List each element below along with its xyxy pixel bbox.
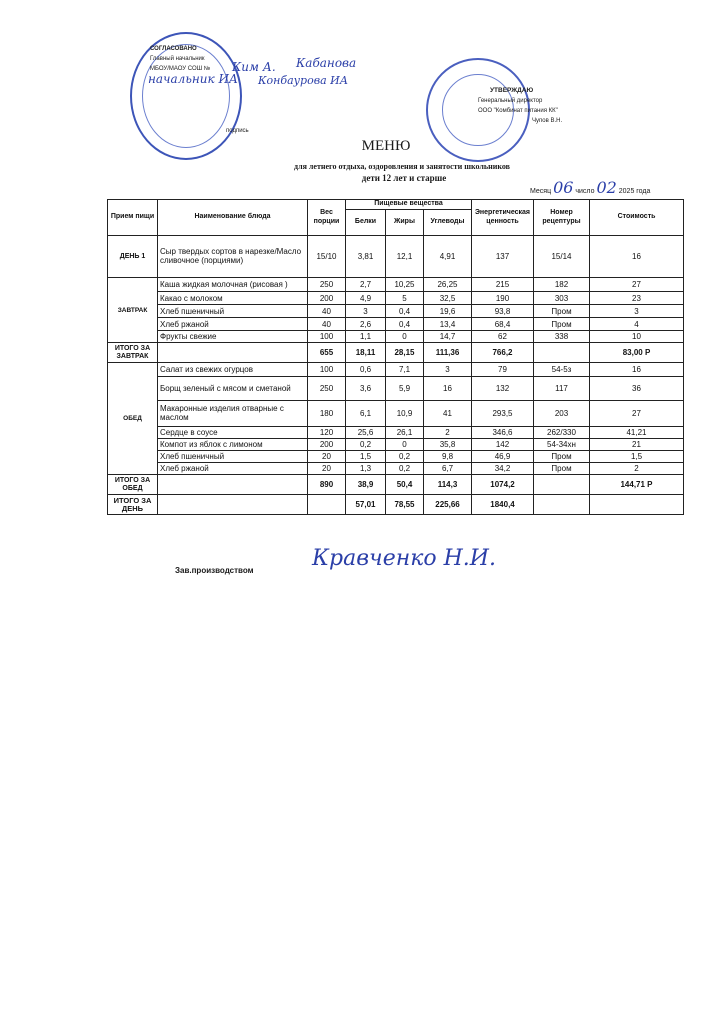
total-carbs: 114,3 [424,475,472,495]
recipe: 15/14 [534,236,590,278]
header-portion: Вес порции [308,200,346,236]
carbs: 3 [424,363,472,377]
fat: 0,2 [386,451,424,463]
dish-name: Хлеб ржаной [158,463,308,475]
month-label: Месяц [530,188,552,195]
portion: 20 [308,463,346,475]
portion: 100 [308,331,346,343]
production-manager-signature: Кравченко Н.И. [312,546,496,571]
carbs: 26,25 [424,278,472,292]
recipe: 54-5з [534,363,590,377]
month-value: 06 [553,178,574,197]
empty-cell [158,475,308,495]
carbs: 19,6 [424,305,472,318]
dish-name: Фрукты свежие [158,331,308,343]
protein: 1,1 [346,331,386,343]
table-header-row-1 [108,200,684,210]
left-stamp-handwriting-3: Кабанова [296,56,357,70]
header-nutrients: Пищевые вещества [346,200,472,210]
left-stamp-handwriting-4: Конбаурова ИА [258,74,349,87]
energy: 34,2 [472,463,534,475]
header-cost: Стоимость [590,200,684,236]
cost: 4 [590,318,684,331]
portion: 40 [308,305,346,318]
dish-name: Сыр твердых сортов в нарезке/Масло сливочное (порциями) [158,236,308,278]
total-cost: 83,00 Р [590,343,684,363]
energy: 62 [472,331,534,343]
carbs: 9,8 [424,451,472,463]
day-total-protein: 57,01 [346,495,386,515]
fat: 12,1 [386,236,424,278]
fat: 0,2 [386,463,424,475]
total-protein: 18,11 [346,343,386,363]
energy: 190 [472,292,534,305]
carbs: 14,7 [424,331,472,343]
protein: 3,6 [346,377,386,401]
empty-cell [590,495,684,515]
portion: 250 [308,377,346,401]
fat: 26,1 [386,427,424,439]
cost: 16 [590,363,684,377]
portion: 180 [308,401,346,427]
section-lunch: ОБЕД [108,363,158,475]
header-fat: Жиры [386,210,424,236]
energy: 68,4 [472,318,534,331]
portion: 200 [308,439,346,451]
table-row [108,439,684,451]
total-portion: 655 [308,343,346,363]
day-label: число [575,188,595,195]
empty-cell [534,495,590,515]
fat: 5 [386,292,424,305]
energy: 132 [472,377,534,401]
recipe: Пром [534,305,590,318]
fat: 0,4 [386,318,424,331]
energy: 346,6 [472,427,534,439]
cost: 21 [590,439,684,451]
carbs: 2 [424,427,472,439]
right-stamp-company: ООО "Комбинат питания КК" [478,108,558,114]
dish-name: Компот из яблок с лимоном [158,439,308,451]
carbs: 16 [424,377,472,401]
dish-name: Какао с молоком [158,292,308,305]
fat: 10,25 [386,278,424,292]
portion: 40 [308,318,346,331]
recipe: Пром [534,463,590,475]
cost: 10 [590,331,684,343]
table-row [108,278,684,292]
left-stamp-handwriting-1: Ким А. [232,60,276,74]
right-stamp-position: Генеральный директор [478,98,543,104]
fat: 0,4 [386,305,424,318]
header-recipe: Номер рецептуры [534,200,590,236]
production-manager-label: Зав.производством [175,566,254,575]
day-label: ДЕНЬ 1 [108,236,158,278]
day-total-fat: 78,55 [386,495,424,515]
section-breakfast: ЗАВТРАК [108,278,158,343]
total-fat: 50,4 [386,475,424,495]
fat: 10,9 [386,401,424,427]
year-suffix: 2025 года [618,188,651,195]
recipe: 54-34хн [534,439,590,451]
breakfast-total-row [108,343,684,363]
protein: 0,2 [346,439,386,451]
protein: 2,7 [346,278,386,292]
cost: 27 [590,278,684,292]
cost: 41,21 [590,427,684,439]
carbs: 13,4 [424,318,472,331]
carbs: 32,5 [424,292,472,305]
page-title: МЕНЮ [361,138,411,154]
header-meal: Прием пищи [108,200,158,236]
protein: 25,6 [346,427,386,439]
portion: 100 [308,363,346,377]
empty-cell [534,475,590,495]
total-protein: 38,9 [346,475,386,495]
day-total-carbs: 225,66 [424,495,472,515]
dish-name: Борщ зеленый с мясом и сметаной [158,377,308,401]
breakfast-total-label: ИТОГО ЗА ЗАВТРАК [108,343,158,363]
right-stamp-approved: УТВЕРЖДАЮ [490,87,534,94]
dish-name: Каша жидкая молочная (рисовая ) [158,278,308,292]
protein: 2,6 [346,318,386,331]
recipe: 203 [534,401,590,427]
empty-cell [158,495,308,515]
total-fat: 28,15 [386,343,424,363]
carbs: 4,91 [424,236,472,278]
header-carbs: Углеводы [424,210,472,236]
empty-cell [308,495,346,515]
total-portion: 890 [308,475,346,495]
left-stamp-chief: Главный начальник [150,56,205,62]
fat: 0 [386,331,424,343]
portion: 120 [308,427,346,439]
recipe: 262/330 [534,427,590,439]
fat: 5,9 [386,377,424,401]
header-energy: Энергетическая ценность [472,200,534,236]
lunch-total-row [108,475,684,495]
dish-name: Салат из свежих огурцов [158,363,308,377]
table-row [108,377,684,401]
energy: 142 [472,439,534,451]
left-stamp-signature-line: подпись [226,128,249,134]
table-row [108,401,684,427]
energy: 46,9 [472,451,534,463]
table-row [108,318,684,331]
dish-name: Хлеб ржаной [158,318,308,331]
dish-name: Хлеб пшеничный [158,305,308,318]
table-row [108,427,684,439]
energy: 293,5 [472,401,534,427]
day-total-energy: 1840,4 [472,495,534,515]
left-stamp-agreed: СОГЛАСОВАНО [150,46,197,52]
protein: 3,81 [346,236,386,278]
cost: 16 [590,236,684,278]
total-energy: 766,2 [472,343,534,363]
protein: 0,6 [346,363,386,377]
recipe: 182 [534,278,590,292]
lunch-total-label: ИТОГО ЗА ОБЕД [108,475,158,495]
cost: 3 [590,305,684,318]
total-energy: 1074,2 [472,475,534,495]
carbs: 41 [424,401,472,427]
day-total-row [108,495,684,515]
energy: 215 [472,278,534,292]
header-dish: Наименование блюда [158,200,308,236]
dish-name: Хлеб пшеничный [158,451,308,463]
cost: 36 [590,377,684,401]
empty-cell [158,343,308,363]
day-total-label: ИТОГО ЗА ДЕНЬ [108,495,158,515]
protein: 6,1 [346,401,386,427]
energy: 137 [472,236,534,278]
day-value: 02 [596,178,617,197]
portion: 250 [308,278,346,292]
recipe: 338 [534,331,590,343]
protein: 1,3 [346,463,386,475]
portion: 15/10 [308,236,346,278]
left-stamp-handwriting-2: начальник ИА [148,72,239,86]
cost: 2 [590,463,684,475]
protein: 1,5 [346,451,386,463]
protein: 3 [346,305,386,318]
table-row [108,236,684,278]
table-row [108,305,684,318]
table-row [108,292,684,305]
table-row [108,451,684,463]
protein: 4,9 [346,292,386,305]
carbs: 35,8 [424,439,472,451]
recipe: Пром [534,318,590,331]
dish-name: Макаронные изделия отварные с маслом [158,401,308,427]
date-line [530,178,650,197]
carbs: 6,7 [424,463,472,475]
menu-table [107,199,684,515]
header-protein: Белки [346,210,386,236]
cost: 1,5 [590,451,684,463]
total-cost: 144,71 Р [590,475,684,495]
fat: 7,1 [386,363,424,377]
empty-cell [534,343,590,363]
portion: 20 [308,451,346,463]
cost: 27 [590,401,684,427]
table-row [108,331,684,343]
age-group: дети 12 лет и старше [361,173,447,183]
right-stamp-name: Чупов В.Н. [532,118,563,124]
recipe: 303 [534,292,590,305]
energy: 79 [472,363,534,377]
left-stamp-org: МБОУ/МАОУ СОШ № [150,66,211,72]
table-row [108,463,684,475]
cost: 23 [590,292,684,305]
recipe: Пром [534,451,590,463]
table-row [108,363,684,377]
fat: 0 [386,439,424,451]
energy: 93,8 [472,305,534,318]
portion: 200 [308,292,346,305]
total-carbs: 111,36 [424,343,472,363]
page-subtitle: для летнего отдыха, оздоровления и занятости школьников [294,162,510,171]
dish-name: Сердце в соусе [158,427,308,439]
recipe: 117 [534,377,590,401]
